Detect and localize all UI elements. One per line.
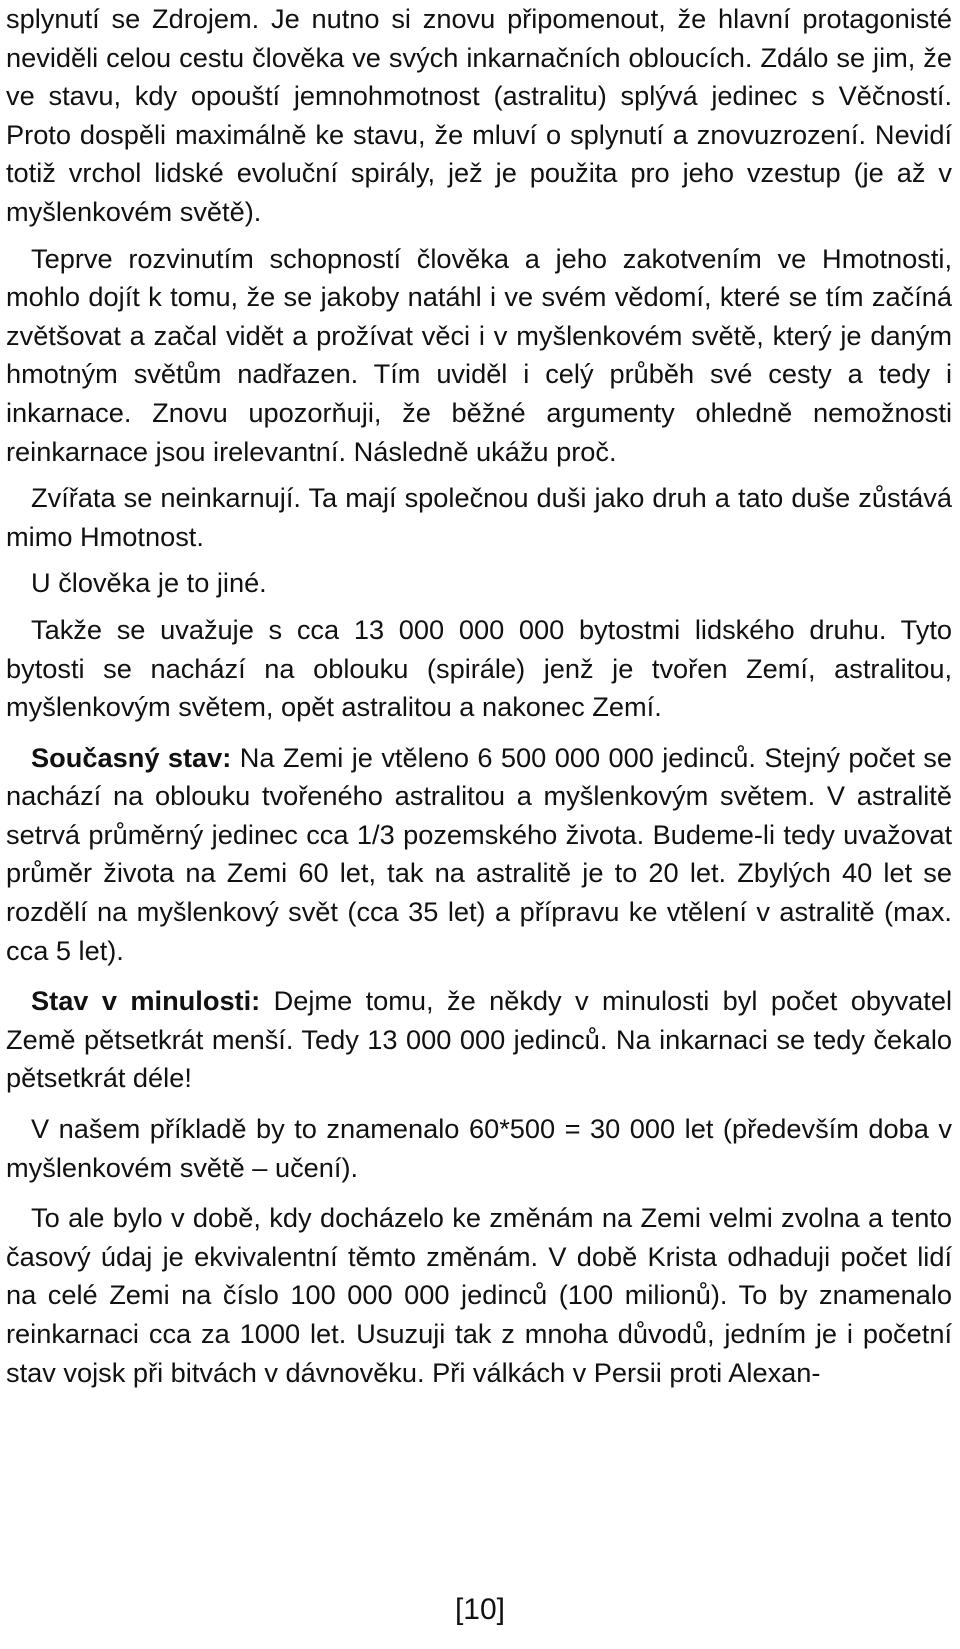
paragraph-9 [6, 1199, 952, 1392]
paragraph-3-text: Zvířata se neinkarnují. Ta mají společnou duši jako druh a tato duše zůstává mimo Hmotnost. [6, 482, 952, 552]
document-page [6, 0, 952, 1392]
paragraph-5-text: Takže se uvažuje s cca 13 000 000 000 bytostmi lidského druhu. Tyto bytosti se nachází na oblouku (spirále) jenž je tvořen Zemí, astralitou, myšlenkovým světem, opět astralitou a nakonec Zemí. [6, 613, 952, 723]
paragraph-8 [6, 1110, 952, 1187]
paragraph-1-text: splynutí se Zdrojem. Je nutno si znovu připomenout, že hlavní protagonisté neviděli celou cestu člověka ve svých inkarnačních obloucích. Zdálo se jim, že ve stavu, kdy opouští jemnohmotnost (astralitu) splývá jedinec s Věčností. Proto dospěli maximálně ke stavu, že mluví o splynutí a znovuzrození. Nevidí totiž vrchol lidské evoluční spirály, jež je použita pro jeho vzestup (je až v myšlenkovém světě). [6, 3, 952, 227]
paragraph-3 [6, 479, 952, 556]
paragraph-4 [6, 564, 952, 603]
paragraph-2 [6, 240, 952, 472]
paragraph-4-text: U člověka je to jiné. [31, 567, 267, 599]
page-number: [10] [454, 1593, 506, 1626]
paragraph-9-text: To ale bylo v době, kdy docházelo ke změnám na Zemi velmi zvolna a tento časový údaj je ekvivalentní těmto změnám. V době Krista odhaduji počet lidí na celé Zemi na číslo 100 000 000 jedinců (100 milionů). To by znamenalo reinkarnaci cca za 1000 let. Usuzuji tak z mnoha důvodů, jedním je i početní stav vojsk při bitvách v dávnověku. Při válkách v Persii proti Alexan- [6, 1202, 952, 1388]
paragraph-2-text: Teprve rozvinutím schopností člověka a jeho zakotvením ve Hmotnosti, mohlo dojít k tomu, že se jakoby natáhl i ve svém vědomí, které se tím začíná zvětšovat a začal vidět a prožívat věci i v myšlenkovém světě, který je daným hmotným světům nadřazen. Tím uviděl i celý průběh své cesty a tedy i inkarnace. Znovu upozorňuji, že běžné argumenty ohledně nemožnosti reinkarnace jsou irelevantní. Následně ukážu proč. [6, 242, 952, 467]
paragraph-7-lead: Stav v minulosti: [31, 985, 261, 1017]
paragraph-7 [6, 982, 952, 1098]
paragraph-6-text: Na Zemi je vtěleno 6 500 000 000 jedinců. Stejný počet se nachází na oblouku tvořeného astralitou a myšlenkovým světem. V astralitě setrvá průměrný jedinec cca 1/3 pozemského života. Budeme-li tedy uvažovat průměr života na Zemi 60 let, tak na astralitě je to 20 let. Zbylých 40 let se rozdělí na myšlenkový svět (cca 35 let) a přípravu ke vtělení v astralitě (max. cca 5 let). [6, 741, 952, 966]
paragraph-6 [6, 739, 952, 971]
paragraph-7-text: Dejme tomu, že někdy v minulosti byl počet obyvatel Země pětsetkrát menší. Tedy 13 000 000 jedinců. Na inkarnaci se tedy čekalo pětsetkrát déle! [6, 985, 953, 1094]
paragraph-6-lead: Současný stav: [31, 741, 232, 773]
paragraph-1 [6, 0, 952, 232]
paragraph-5 [6, 611, 952, 727]
paragraph-8-text: V našem příkladě by to znamenalo 60*500 = 30 000 let (především doba v myšlenkovém světě – učení). [6, 1113, 952, 1183]
